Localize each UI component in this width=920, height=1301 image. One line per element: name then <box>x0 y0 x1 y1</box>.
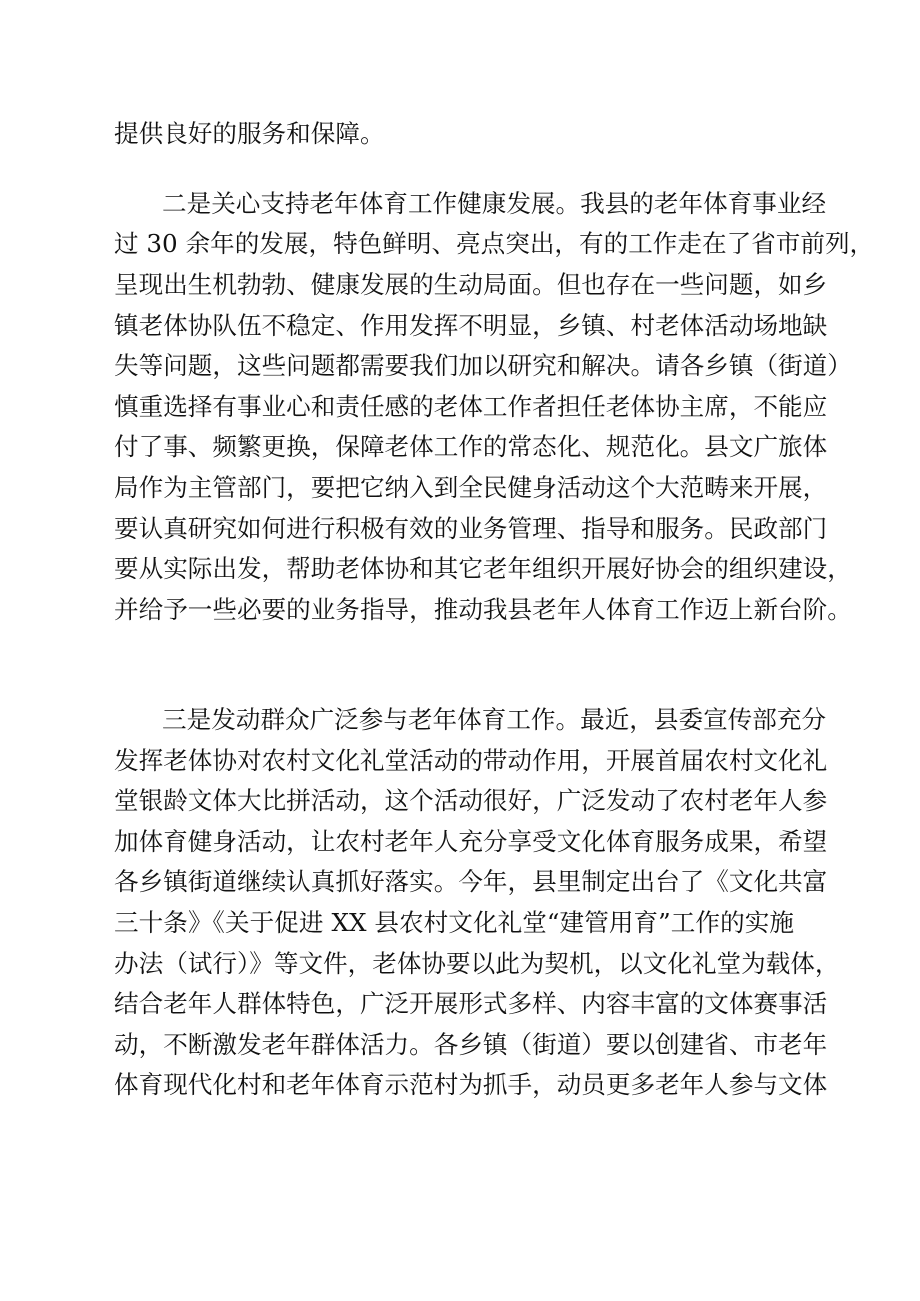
text-line: 要认真研究如何进行积极有效的业务管理、指导和服务。民政部门 <box>114 514 828 543</box>
text-line <box>114 1106 794 1146</box>
text-line: 各乡镇街道继续认真抓好落实。今年，县里制定出台了《文化共富 <box>114 867 828 896</box>
text-line: 慎重选择有事业心和责任感的老体工作者担任老体协主席，不能应 <box>114 392 828 421</box>
text-line: 堂银龄文体大比拼活动，这个活动很好，广泛发动了农村老年人参 <box>114 786 828 815</box>
text-line: 局作为主管部门，要把它纳入到全民健身活动这个大范畴来开展， <box>114 473 828 502</box>
text-line: 过 30 余年的发展，特色鲜明、亮点突出，有的工作走在了省市前列， <box>114 229 875 258</box>
text-line: 体育现代化村和老年体育示范村为抓手，动员更多老年人参与文体 <box>114 1070 828 1099</box>
text-line: 呈现出生机勃勃、健康发展的生动局面。但也存在一些问题，如乡 <box>114 270 828 299</box>
text-line: 镇老体协队伍不稳定、作用发挥不明显，乡镇、村老体活动场地缺 <box>114 311 828 340</box>
text-line: 失等问题，这些问题都需要我们加以研究和解决。请各乡镇（街道） <box>114 351 852 380</box>
text-line: 发挥老体协对农村文化礼堂活动的带动作用，开展首届农村文化礼 <box>114 746 828 775</box>
text-line: 三是发动群众广泛参与老年体育工作。最近，县委宣传部充分 <box>162 705 827 734</box>
text-line: 办法（试行）》等文件，老体协要以此为契机，以文化礼堂为载体， <box>114 949 840 978</box>
text-line: 动，不断激发老年群体活力。各乡镇（街道）要以创建省、市老年 <box>114 1030 828 1059</box>
text-line: 三十条》《关于促进 XX 县农村文化礼堂“建管用育”工作的实施 <box>114 908 794 937</box>
text-line: 加体育健身活动，让农村老年人充分享受文化体育服务成果，希望 <box>114 827 828 856</box>
text-line: 提供良好的服务和保障。 <box>114 119 385 148</box>
text-line: 结合老年人群体特色，广泛开展形式多样、内容丰富的文体赛事活 <box>114 989 828 1018</box>
text-line: 二是关心支持老年体育工作健康发展。我县的老年体育事业经 <box>162 189 827 218</box>
text-line: 并给予一些必要的业务指导，推动我县老年人体育工作迈上新台阶。 <box>114 595 852 624</box>
text-line <box>114 630 794 670</box>
text-line: 要从实际出发，帮助老体协和其它老年组织开展好协会的组织建设， <box>114 554 852 583</box>
text-line: 付了事、频繁更换，保障老体工作的常态化、规范化。县文广旅体 <box>114 432 828 461</box>
